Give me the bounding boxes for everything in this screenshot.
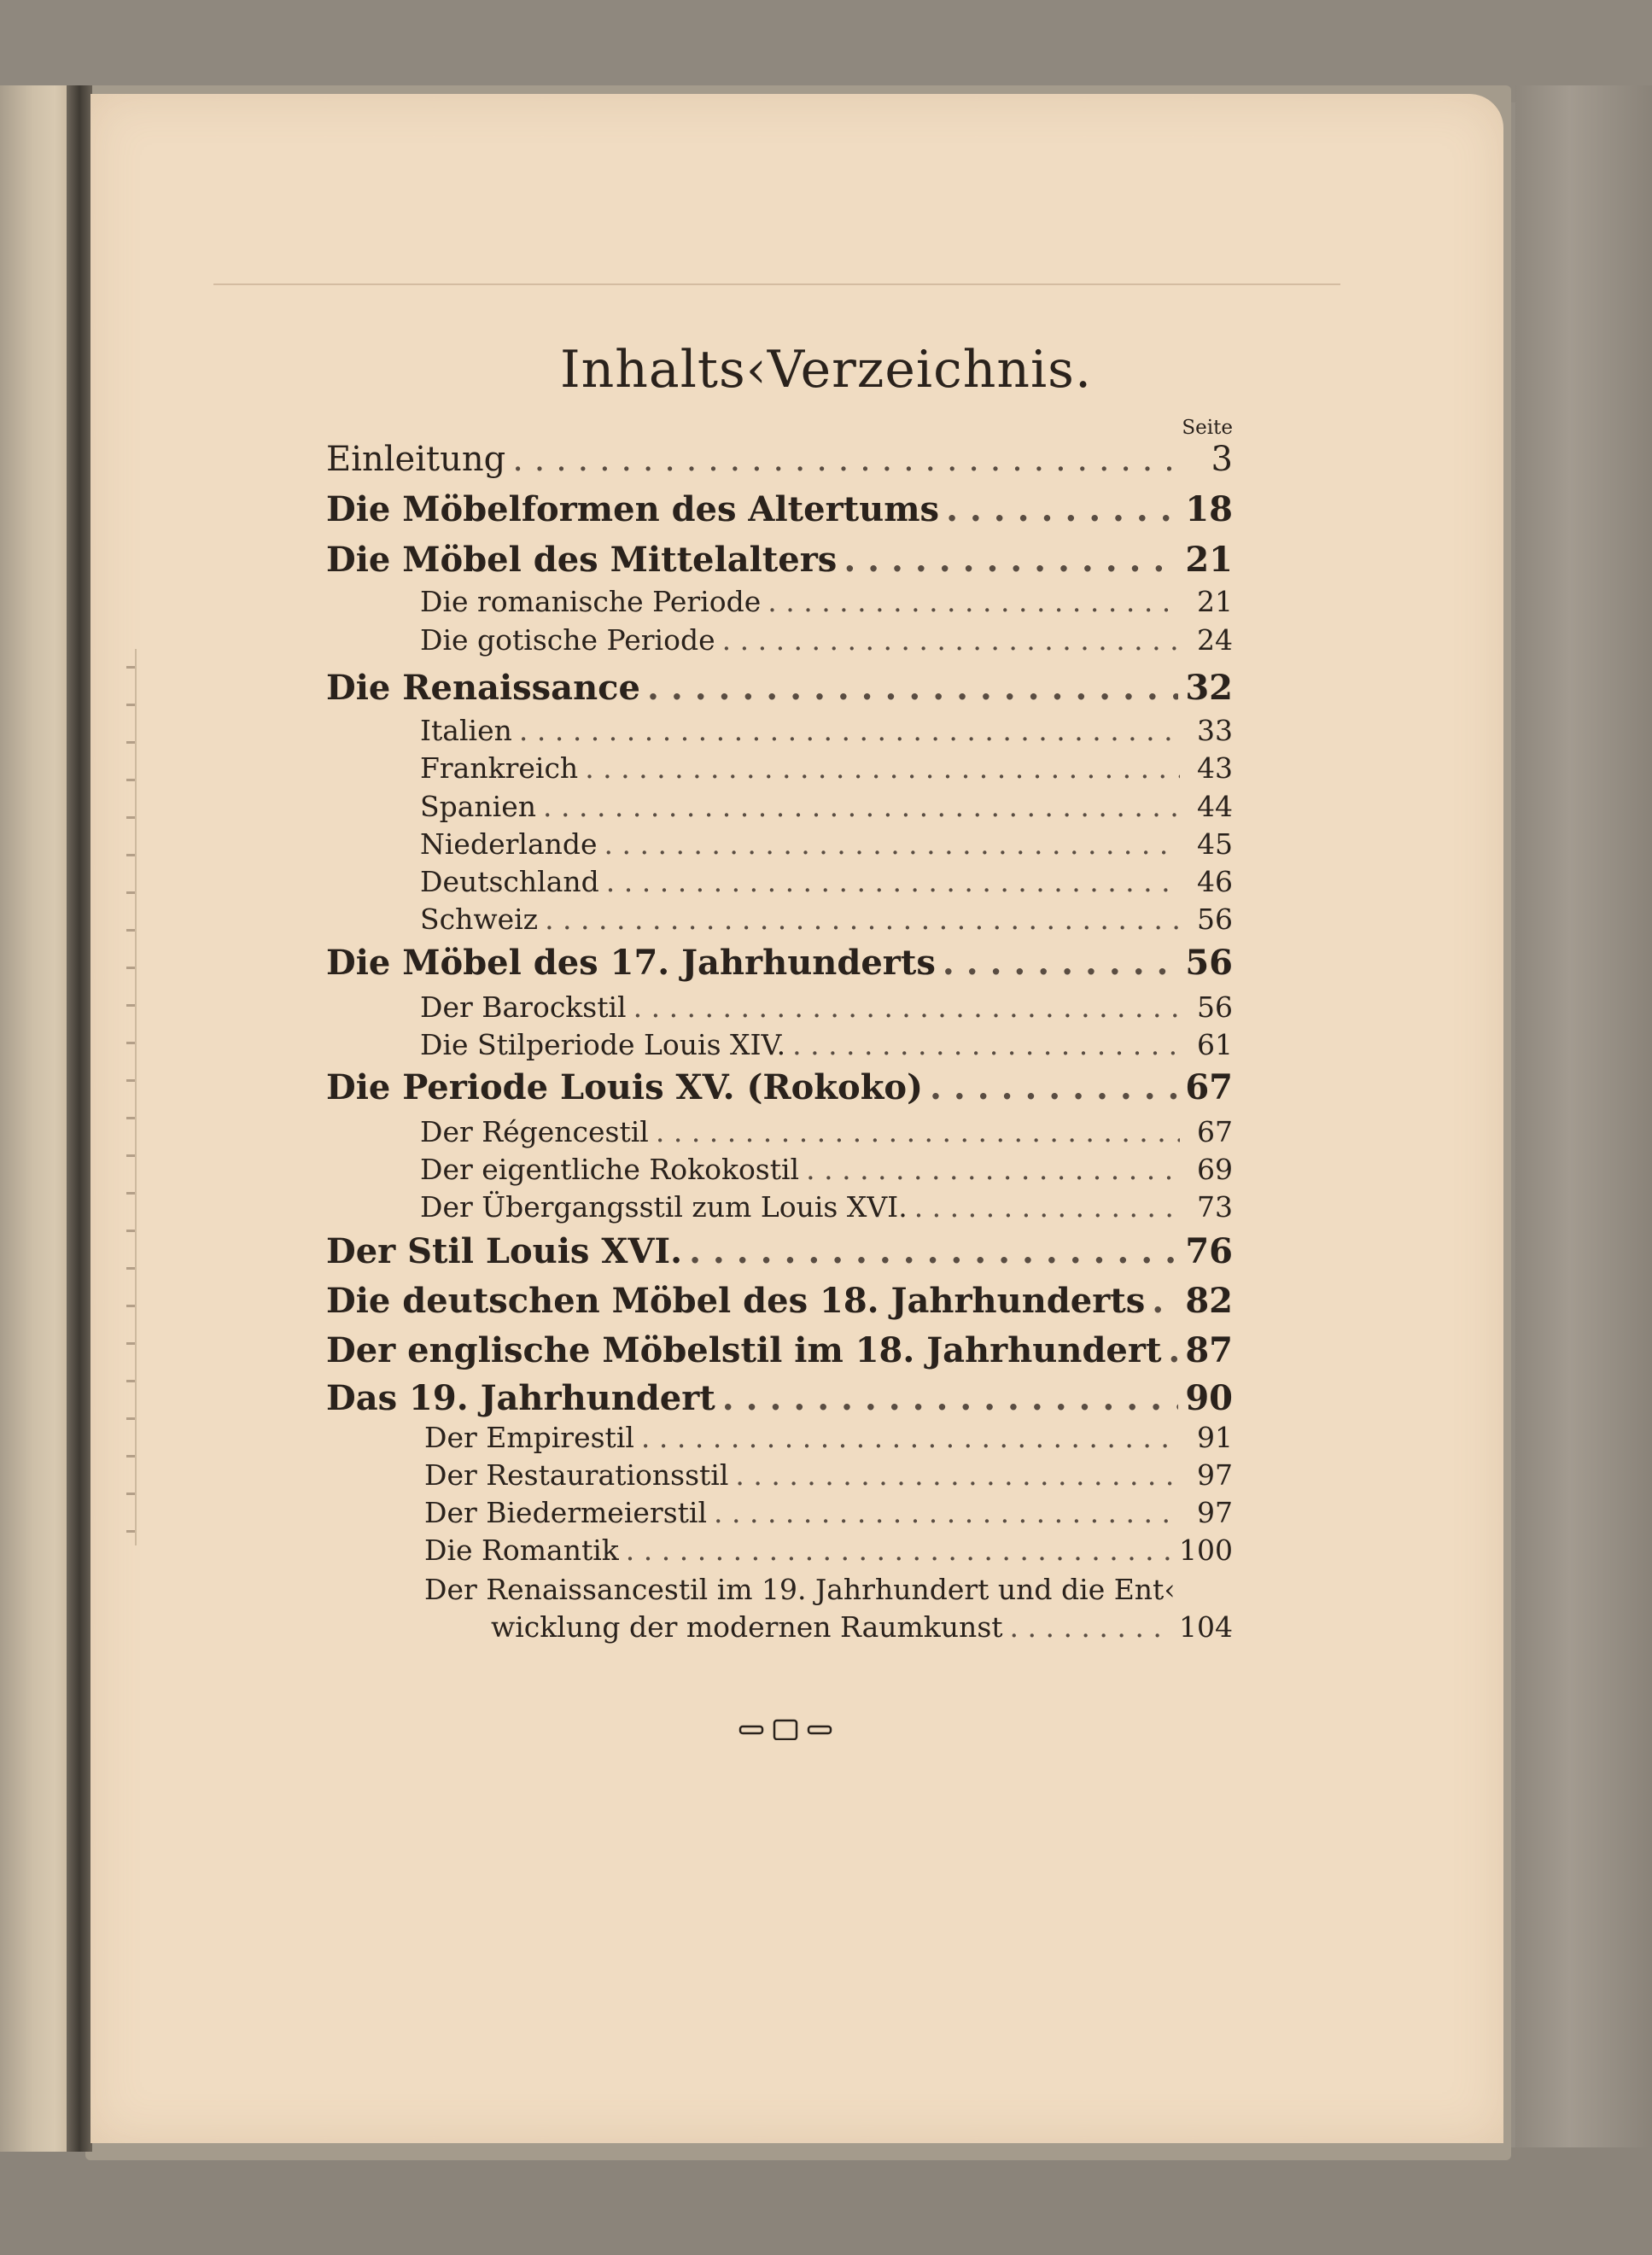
leader-dots <box>1168 1330 1178 1370</box>
toc-entry-label: Die Periode Louis XV. (Rokoko) <box>326 1067 924 1107</box>
toc-entry <box>326 1281 1233 1321</box>
toc-entry <box>420 751 1233 785</box>
leader-dots <box>606 865 1180 898</box>
toc-entry-page: 82 <box>1185 1281 1233 1321</box>
toc-entry-label: Spanien <box>420 790 536 823</box>
leader-dots <box>806 1153 1180 1186</box>
toc-entry-label: Die romanische Periode <box>420 585 762 618</box>
leader-dots <box>545 903 1180 936</box>
toc-entry-page: 67 <box>1197 1115 1233 1148</box>
toc-entry-label: Die Stilperiode Louis XIV. <box>420 1028 786 1061</box>
toc-entry-label: Der Barockstil <box>420 990 627 1024</box>
toc-entry-page: 100 <box>1179 1534 1233 1567</box>
toc-entry-page: 97 <box>1197 1496 1233 1529</box>
toc-entry <box>424 1573 1233 1606</box>
leader-dots <box>512 440 1180 479</box>
toc-entry-label: Italien <box>420 714 512 747</box>
toc-entry-label: Die Romantik <box>424 1534 619 1567</box>
leader-dots <box>689 1231 1178 1271</box>
toc-entry <box>424 1496 1233 1529</box>
book-cover-bottom <box>0 2147 1652 2255</box>
toc-entry-page: 90 <box>1185 1378 1233 1418</box>
toc-entry <box>424 1534 1233 1567</box>
leader-dots <box>647 668 1178 708</box>
toc-entry-label: Der Stil Louis XVI. <box>326 1231 683 1271</box>
leader-dots <box>714 1496 1180 1529</box>
toc-entry <box>420 990 1233 1024</box>
toc-entry-label: Der Renaissancestil im 19. Jahrhundert und die Ent‹ <box>424 1573 1176 1606</box>
toc-entry <box>420 623 1233 657</box>
toc-entry-page: 3 <box>1211 440 1233 479</box>
toc-entry <box>420 790 1233 823</box>
toc-entry-label: Die Renaissance <box>326 668 640 708</box>
toc-entry <box>420 585 1233 618</box>
leader-dots <box>1010 1610 1172 1644</box>
toc-entry-page: 21 <box>1197 585 1233 618</box>
toc-entry-page: 18 <box>1185 489 1233 529</box>
toc-entry <box>420 1028 1233 1061</box>
toc-entry-label: Die Möbel des 17. Jahrhunderts <box>326 943 936 983</box>
leader-dots <box>768 585 1180 618</box>
toc-entry-continuation <box>491 1610 1233 1644</box>
toc-entry-page: 56 <box>1185 943 1233 983</box>
toc-entry-label: Der Biedermeierstil <box>424 1496 707 1529</box>
leader-dots <box>1152 1281 1178 1321</box>
toc-entry-page: 24 <box>1197 623 1233 657</box>
toc-entry-label: Die Möbel des Mittelalters <box>326 540 838 580</box>
toc-entry-label: Frankreich <box>420 751 579 785</box>
toc-entry-label: Einleitung <box>326 440 506 479</box>
leader-dots <box>914 1190 1180 1224</box>
toc-entry-page: 33 <box>1197 714 1233 747</box>
toc-entry-page: 44 <box>1197 790 1233 823</box>
toc-entry-page: 61 <box>1197 1028 1233 1061</box>
toc-entry <box>326 489 1233 529</box>
toc-entry-page: 32 <box>1185 668 1233 708</box>
toc-entry-label: Die gotische Periode <box>420 623 715 657</box>
toc-entry <box>420 1153 1233 1186</box>
toc-entry-page: 87 <box>1185 1330 1233 1370</box>
toc-entry-label: Der Régencestil <box>420 1115 649 1148</box>
leader-dots <box>722 1378 1179 1418</box>
leader-dots <box>722 623 1180 657</box>
toc-entry-label: Der Empirestil <box>424 1421 634 1454</box>
leader-dots <box>844 540 1178 580</box>
toc-entry <box>326 440 1233 479</box>
toc-entry-label: Der englische Möbelstil im 18. Jahrhundert <box>326 1330 1162 1370</box>
toc-entry-label: Die Möbelformen des Altertums <box>326 489 940 529</box>
toc-entry-label: Der Restaurationsstil <box>424 1458 729 1492</box>
toc-entry <box>420 1115 1233 1148</box>
toc-entry-label: Niederlande <box>420 827 598 861</box>
toc-entry <box>326 1330 1233 1370</box>
leader-dots <box>792 1028 1180 1061</box>
leader-dots <box>656 1115 1180 1148</box>
toc-entry <box>326 943 1233 983</box>
toc-entry <box>326 540 1233 580</box>
toc-entry-label: Der Übergangsstil zum Louis XVI. <box>420 1190 908 1224</box>
toc-entry-page: 104 <box>1179 1610 1233 1644</box>
page-title: Inhalts‹Verzeichnis. <box>559 340 1093 400</box>
leader-dots <box>943 943 1178 983</box>
toc-entry-page: 76 <box>1185 1231 1233 1271</box>
toc-entry-page: 67 <box>1185 1067 1233 1107</box>
toc-entry-label: Die deutschen Möbel des 18. Jahrhunderts <box>326 1281 1146 1321</box>
toc-entry <box>420 714 1233 747</box>
toc-entry-page: 56 <box>1197 903 1233 936</box>
leader-dots <box>626 1534 1172 1567</box>
toc-entry-label: Der eigentliche Rokokostil <box>420 1153 800 1186</box>
leader-dots <box>585 751 1180 785</box>
leader-dots <box>543 790 1180 823</box>
leader-dots <box>519 714 1180 747</box>
toc-entry <box>424 1421 1233 1454</box>
toc-entry-label: Das 19. Jahrhundert <box>326 1378 715 1418</box>
toc-entry <box>326 1067 1233 1107</box>
page-column-header: Seite <box>1182 417 1233 439</box>
leader-dots <box>641 1421 1180 1454</box>
toc-entry-page: 45 <box>1197 827 1233 861</box>
toc-entry-page: 21 <box>1185 540 1233 580</box>
book-cover-right <box>1515 85 1652 2255</box>
toc-entry <box>420 1190 1233 1224</box>
toc-entry-page: 43 <box>1197 751 1233 785</box>
leader-dots <box>930 1067 1178 1107</box>
toc-entry <box>424 1458 1233 1492</box>
toc-entry <box>420 827 1233 861</box>
toc-entry-page: 91 <box>1197 1421 1233 1454</box>
toc-entry-page: 97 <box>1197 1458 1233 1492</box>
toc-entry <box>420 865 1233 898</box>
toc-entry-label: Schweiz <box>420 903 539 936</box>
leader-dots <box>735 1458 1180 1492</box>
leader-dots <box>604 827 1180 861</box>
leader-dots <box>633 990 1180 1024</box>
toc-entry <box>326 1231 1233 1271</box>
toc-entry-label: Deutschland <box>420 865 599 898</box>
toc-entry <box>326 1378 1233 1418</box>
toc-entry-page: 56 <box>1197 990 1233 1024</box>
toc-entry <box>326 668 1233 708</box>
toc-entry <box>420 903 1233 936</box>
toc-entry-label: wicklung der modernen Raumkunst <box>491 1610 1003 1644</box>
header-rule <box>213 283 1340 285</box>
leader-dots <box>946 489 1178 529</box>
toc-entry-page: 73 <box>1197 1190 1233 1224</box>
binding-stitches <box>85 649 137 1545</box>
toc-entry-page: 69 <box>1197 1153 1233 1186</box>
toc-entry-page: 46 <box>1197 865 1233 898</box>
ornament-icon <box>738 1718 832 1740</box>
